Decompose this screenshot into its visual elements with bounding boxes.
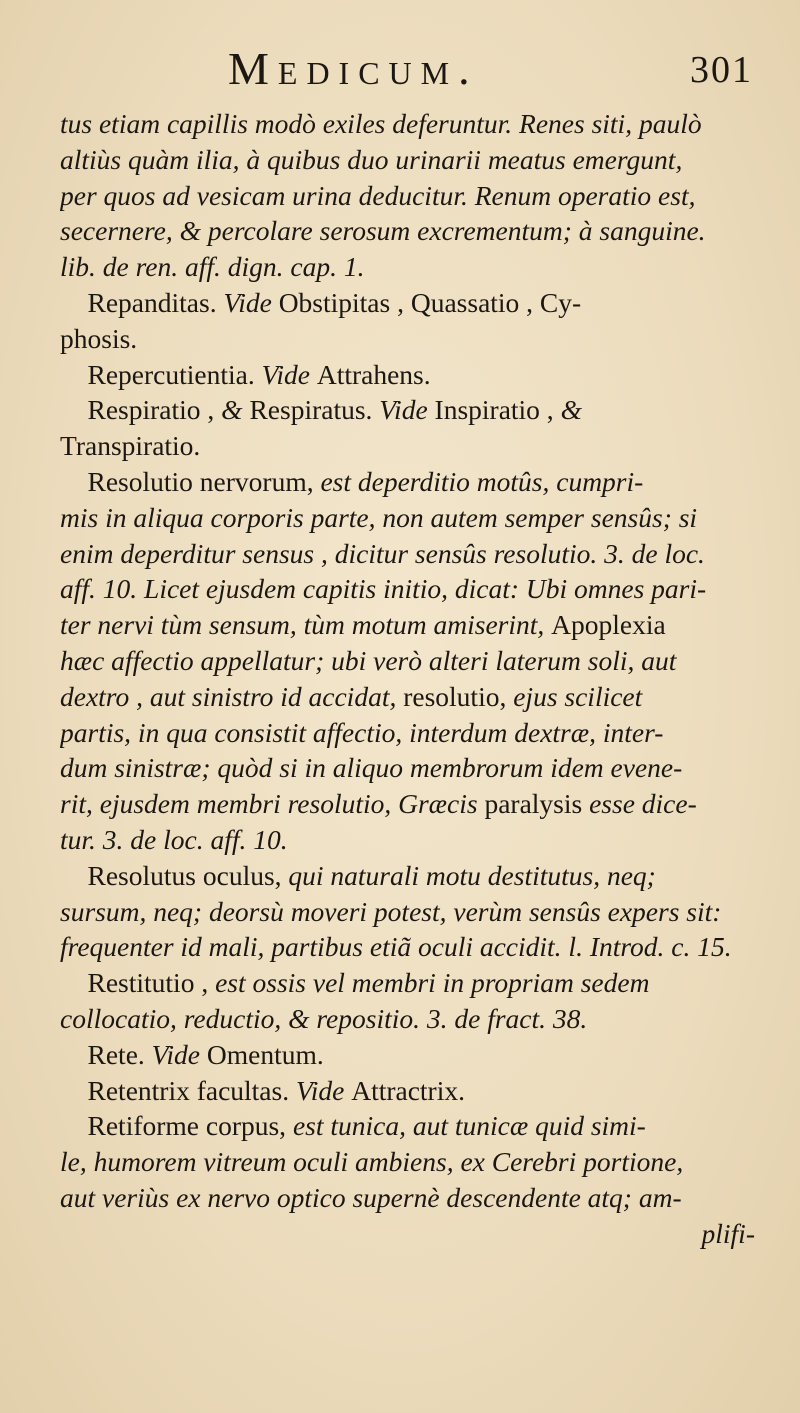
roman-text: Restitutio , — [60, 967, 216, 999]
italic-text: per quos ad vesicam urina deducitur. Renum operatio est, — [60, 179, 696, 211]
italic-text: tus etiam capillis modò exiles deferuntur. Renes siti, paulò — [60, 108, 702, 139]
text-line — [60, 106, 755, 142]
page-number: 301 — [690, 49, 753, 91]
page-header — [0, 42, 800, 102]
roman-text: Inspiratio , — [434, 394, 561, 426]
italic-text: ejus scilicet — [513, 680, 643, 712]
roman-text: Resolutio nervorum, — [60, 465, 321, 497]
text-line — [60, 321, 755, 357]
italic-text: Vide — [151, 1038, 207, 1070]
italic-text: esse dice- — [589, 788, 697, 820]
italic-text: tur. 3. de loc. aff. 10. — [60, 823, 288, 855]
roman-text: Rete. — [60, 1038, 152, 1070]
text-line — [60, 142, 755, 178]
italic-text: hæc affectio appellatur; ubi verò alteri laterum soli, aut — [60, 644, 677, 676]
italic-text: Vide — [379, 394, 435, 426]
roman-text: Apoplexia — [551, 609, 666, 641]
roman-text: Omentum. — [206, 1038, 324, 1070]
roman-text: Obstipitas , Quassatio , Cy- — [278, 286, 582, 318]
text-line — [60, 822, 755, 858]
roman-text: Attrahens. — [316, 358, 431, 390]
italic-text: collocatio, reductio, & repositio. 3. de fract. 38. — [60, 1002, 588, 1034]
text-line — [60, 1037, 755, 1073]
text-line — [60, 965, 755, 1001]
italic-text: Vide — [295, 1074, 352, 1106]
italic-text: le, humorem vitreum oculi ambiens, ex Cerebri portione, — [60, 1146, 684, 1178]
text-line — [60, 715, 755, 751]
text-line — [60, 1144, 755, 1180]
text-line — [60, 1216, 755, 1252]
text-line — [60, 357, 755, 393]
text-line — [60, 464, 755, 500]
italic-text: & — [560, 394, 582, 426]
roman-text: Transpiratio. — [60, 430, 201, 462]
roman-text: Respiratus. — [249, 394, 380, 426]
roman-text: Repercutientia. — [60, 358, 262, 390]
roman-text: paralysis — [484, 788, 590, 820]
italic-text: dum sinistræ; quòd si in aliquo membrorum idem evene- — [60, 752, 683, 784]
text-line — [60, 643, 755, 679]
italic-text: aff. 10. Licet ejusdem capitis initio, dicat: Ubi omnes pari- — [60, 573, 707, 605]
italic-text: frequenter id mali, partibus etiã oculi accidit. l. Introd. c. 15. — [60, 931, 732, 963]
italic-text: ter nervi tùm sensum, tùm motum amiserint, — [60, 609, 552, 641]
italic-text: sursum, neq; deorsù moveri potest, verùm sensûs expers sit: — [60, 895, 722, 927]
italic-text: & — [221, 394, 250, 426]
text-line — [60, 607, 755, 643]
italic-text: lib. de ren. aff. dign. cap. 1. — [60, 251, 365, 283]
roman-text: phosis. — [60, 322, 138, 354]
roman-text: Retiforme corpus, — [60, 1110, 293, 1142]
text-line — [60, 1108, 755, 1144]
text-line — [60, 500, 755, 536]
text-line — [60, 1001, 755, 1037]
italic-text: qui naturali motu destitutus, neq; — [288, 859, 656, 891]
text-line — [60, 858, 755, 894]
italic-text: plifi- — [701, 1217, 755, 1249]
italic-text: est tunica, aut tunicæ quid simi- — [292, 1110, 646, 1142]
italic-text: mis in aliqua corporis parte, non autem semper sensûs; si — [60, 501, 698, 533]
text-line — [60, 786, 755, 822]
italic-text: altiùs quàm ilia, à quibus duo urinarii meatus emergunt, — [60, 143, 683, 175]
text-line — [60, 1073, 755, 1109]
text-line — [60, 894, 755, 930]
text-line — [60, 249, 755, 285]
text-line — [60, 929, 755, 965]
text-line — [60, 571, 755, 607]
italic-text: secernere, & percolare serosum excrementum; à sanguine. — [60, 215, 706, 247]
running-head: Medicum. — [228, 43, 479, 94]
text-line — [60, 1180, 755, 1216]
roman-text: Retentrix facultas. — [60, 1074, 296, 1106]
italic-text: rit, ejusdem membri resolutio, Græcis — [60, 788, 485, 820]
text-line — [60, 285, 755, 321]
text-line — [60, 536, 755, 572]
italic-text: aut veriùs ex nervo optico supernè descendente atq; am- — [60, 1181, 682, 1213]
roman-text: Respiratio , — [60, 394, 222, 426]
text-line — [60, 392, 755, 428]
text-line — [60, 178, 755, 214]
text-line — [60, 213, 755, 249]
italic-text: enim deperditur sensus , dicitur sensûs resolutio. 3. de loc. — [60, 537, 705, 569]
text-line — [60, 750, 755, 786]
roman-text: Repanditas. — [60, 286, 224, 318]
italic-text: est deperditio motûs, cumpri- — [320, 465, 644, 497]
italic-text: dextro , aut sinistro id accidat, — [60, 680, 404, 712]
body-text — [60, 106, 755, 1252]
roman-text: Resolutus oculus, — [60, 859, 289, 891]
roman-text: resolutio, — [403, 680, 514, 712]
italic-text: Vide — [261, 358, 317, 390]
italic-text: partis, in qua consistit affectio, interdum dextræ, inter- — [60, 716, 664, 748]
roman-text: Attractrix. — [351, 1074, 465, 1106]
italic-text: est ossis vel membri in propriam sedem — [215, 967, 650, 999]
italic-text: Vide — [223, 286, 279, 318]
text-line — [60, 679, 755, 715]
text-line — [60, 428, 755, 464]
